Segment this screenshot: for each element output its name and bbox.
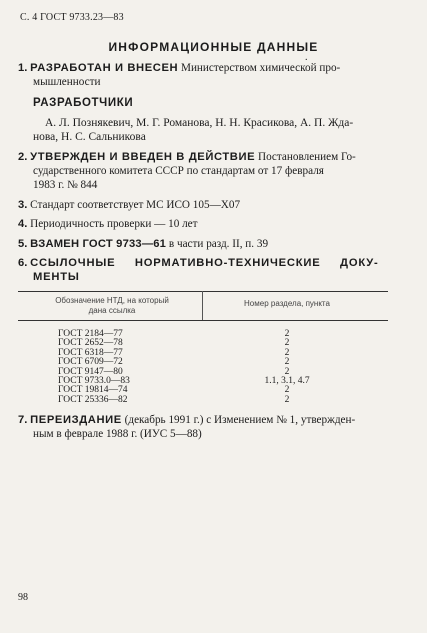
table-top-rule (18, 291, 388, 292)
item-heading: РАЗРАБОТАН И ВНЕСЕН (30, 62, 179, 74)
row-section: 2 (284, 329, 290, 339)
row-document: ГОСТ 25336—82 (58, 394, 128, 405)
item-7 (18, 413, 355, 428)
item-6 (18, 256, 379, 271)
item-text: в части разд. II, п. 39 (166, 238, 269, 250)
item-6-line2: МЕНТЫ (33, 271, 80, 283)
row-document: ГОСТ 2652—78 (58, 338, 123, 349)
row-section: 2 (284, 394, 290, 405)
item-heading: УТВЕРЖДЕН И ВВЕДЕН В ДЕЙСТВИЕ (30, 151, 256, 163)
item-2 (18, 150, 356, 165)
item-text: Министерством химической про- (178, 62, 341, 74)
item-number: 1. (18, 62, 28, 74)
item-heading: ВЗАМЕН ГОСТ 9733—61 (30, 238, 167, 250)
item-3 (18, 198, 240, 213)
item-heading: ПЕРЕИЗДАНИЕ (30, 414, 122, 426)
item-text: (декабрь 1991 г.) с Изменением № 1, утвержден- (121, 414, 356, 426)
item-text: Периодичность проверки — 10 лет (30, 218, 198, 230)
row-document: ГОСТ 9147—80 (58, 366, 123, 377)
item-5 (18, 237, 268, 252)
item-number: 6. (18, 257, 28, 269)
developers-heading: РАЗРАБОТЧИКИ (33, 97, 134, 109)
item-1 (18, 61, 340, 76)
row-section: 2 (284, 347, 290, 358)
table-row (0, 396, 427, 405)
table-header-col1 (22, 296, 202, 316)
table-body (0, 330, 427, 405)
row-section: 1.1, 3.1, 4.7 (264, 375, 310, 386)
item-1-line2: мышленности (33, 76, 101, 88)
page-header: С. 4 ГОСТ 9733.23—83 (20, 12, 124, 23)
row-document: ГОСТ 9733.0—83 (58, 375, 130, 386)
item-number: 3. (18, 199, 28, 211)
developers-line1: А. Л. Познякевич, М. Г. Романова, Н. Н. Красикова, А. П. Жда- (45, 117, 354, 129)
row-section: 2 (284, 385, 290, 396)
item-number: 2. (18, 151, 28, 163)
row-document: ГОСТ 6709—72 (58, 357, 123, 368)
title-mark: . (305, 52, 308, 63)
header-line: Обозначение НТД, на который (55, 296, 169, 305)
item-2-line2: сударственного комитета СССР по стандартам от 17 февраля (33, 165, 324, 177)
row-document: ГОСТ 19814—74 (58, 385, 128, 396)
item-2-line3: 1983 г. № 844 (33, 179, 98, 191)
item-number: 5. (18, 238, 28, 250)
item-number: 7. (18, 414, 28, 426)
item-number: 4. (18, 218, 28, 230)
page-number: 98 (18, 592, 28, 603)
section-title: ИНФОРМАЦИОННЫЕ ДАННЫЕ (108, 40, 319, 54)
item-4 (18, 217, 198, 232)
row-section: 2 (284, 357, 290, 368)
row-section: 2 (284, 366, 290, 377)
developers-line2: нова, Н. С. Сальникова (33, 131, 146, 143)
item-heading: ССЫЛОЧНЫЕ НОРМАТИВНО-ТЕХНИЧЕСКИЕ ДОКУ- (30, 257, 379, 269)
table-header-rule (18, 320, 388, 321)
header-line: дана ссылка (88, 306, 136, 315)
table-header-col2: Номер раздела, пункта (244, 299, 330, 308)
row-document: ГОСТ 2184—77 (58, 329, 123, 339)
item-text: Стандарт соответствует МС ИСО 105—Х07 (30, 199, 241, 211)
item-7-line2: ным в феврале 1988 г. (ИУС 5—88) (33, 428, 202, 440)
item-text: Постановлением Го- (255, 151, 356, 163)
row-section: 2 (284, 338, 290, 349)
row-document: ГОСТ 6318—77 (58, 347, 123, 358)
